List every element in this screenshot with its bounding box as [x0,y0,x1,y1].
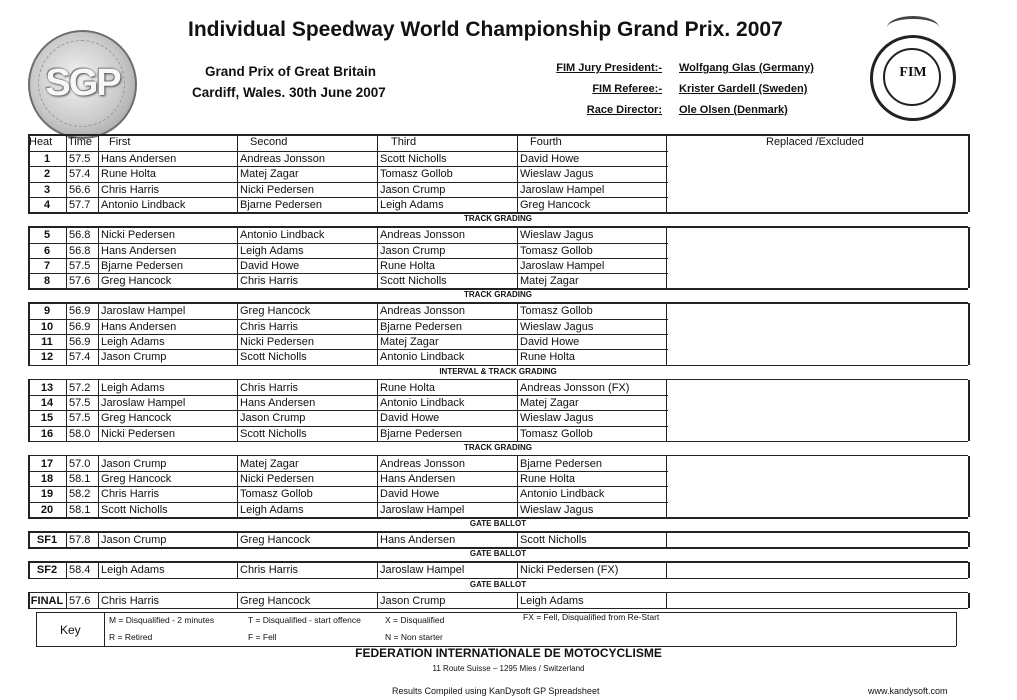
section-separator: GATE BALLOT [469,519,527,528]
heat-third: Jason Crump [380,594,446,607]
column-line [666,456,667,517]
heat-time: 57.5 [69,412,91,425]
heat-fourth: Tomasz Gollob [520,305,593,318]
column-line [517,593,518,608]
heat-third: Antonio Lindback [380,396,465,409]
column-line [666,532,667,547]
column-line [66,303,67,364]
heat-third: Matej Zagar [380,336,439,348]
heat-time: 58.2 [69,488,91,501]
column-header-5: Fourth [530,136,562,148]
heat-time: 57.5 [69,153,91,165]
group-top-border [28,561,968,563]
heat-number: 19 [40,488,54,501]
heat-fourth: Antonio Lindback [520,488,605,501]
section-separator: TRACK GRADING [464,214,532,224]
heat-third: Jason Crump [380,183,446,196]
heat-time: 57.5 [69,396,91,409]
sgp-logo [28,30,137,139]
event-location-date: Cardiff, Wales. 30th June 2007 [192,85,386,100]
heat-fourth: Wieslaw Jagus [520,229,594,242]
section-separator: GATE BALLOT [469,549,527,559]
column-line [237,456,238,517]
heat-first: Hans Andersen [101,153,177,165]
heat-fourth: Matej Zagar [520,396,579,409]
fim-logo-text: FIM [899,65,927,80]
row-line [28,502,668,503]
column-line [666,134,667,212]
column-line [377,532,378,547]
row-line [28,395,668,396]
federation-address: 11 Route Suisse – 1295 Mies / Switzerland [432,664,585,673]
heat-number: 2 [43,168,51,181]
key-border-left [36,612,37,646]
heat-third: Jaroslaw Hampel [380,564,465,577]
heat-number: 9 [43,305,51,318]
column-line [968,134,970,212]
heat-fourth: Wieslaw Jagus [520,412,594,425]
heat-second: Nicki Pedersen [240,473,314,486]
heat-fourth: Wieslaw Jagus [520,320,594,333]
heat-first: Greg Hancock [101,412,172,425]
column-line [28,456,30,517]
column-line [98,380,99,441]
heat-time: 57.0 [69,457,91,470]
heat-fourth: Leigh Adams [520,594,584,607]
heat-time: 58.4 [69,564,91,577]
column-line [666,227,667,288]
column-header-0: Heat [29,136,53,148]
column-line [98,134,99,212]
heat-time: 58.1 [69,503,91,516]
heat-third: Hans Andersen [380,534,456,546]
column-line [237,227,238,288]
heat-first: Rune Holta [101,168,157,181]
heat-first: Jason Crump [101,457,167,470]
heat-first: Hans Andersen [101,244,177,257]
heat-first: Hans Andersen [101,320,177,333]
heat-first: Jason Crump [101,351,167,364]
heat-number: 12 [40,351,54,364]
fim-logo [870,35,956,121]
column-line [968,380,970,441]
heat-number: SF1 [36,534,58,546]
column-line [98,562,99,577]
column-line [377,593,378,608]
group-bottom-border [28,608,968,610]
heat-first: Greg Hancock [101,473,172,486]
column-line [66,593,67,608]
heat-number: 5 [43,229,51,242]
heat-number: 10 [40,320,54,333]
heat-time: 56.9 [69,305,91,318]
key-divider [104,612,105,646]
column-line [28,593,30,608]
official-value-referee: Krister Gardell (Sweden) [679,83,808,95]
heat-fourth: Rune Holta [520,473,576,486]
column-line [28,134,30,212]
column-line [66,456,67,517]
column-line [666,303,667,364]
heat-fourth: Rune Holta [520,351,576,364]
column-header-1: Time [68,136,93,148]
column-line [98,532,99,547]
heat-time: 57.8 [69,534,91,546]
heat-first: Nicki Pedersen [101,427,175,440]
section-separator: TRACK GRADING [464,290,532,300]
column-line [237,303,238,364]
column-line [66,562,67,577]
column-line [666,562,667,577]
group-top-border [28,455,968,457]
heat-second: Greg Hancock [240,594,311,607]
heat-first: Bjarne Pedersen [101,259,183,272]
heat-second: Nicki Pedersen [240,336,314,348]
heat-fourth: Matej Zagar [520,275,579,288]
column-line [237,593,238,608]
column-line [237,562,238,577]
row-line [28,410,668,411]
heat-third: Rune Holta [380,259,436,272]
heat-second: Scott Nicholls [240,351,307,364]
column-line [377,380,378,441]
heat-first: Greg Hancock [101,275,172,288]
heat-second: Chris Harris [240,275,299,288]
heat-third: Andreas Jonsson [380,229,465,242]
column-line [66,532,67,547]
heat-fourth: Jaroslaw Hampel [520,259,605,272]
section-separator: TRACK GRADING [464,442,532,452]
heat-fourth: Wieslaw Jagus [520,503,594,516]
heat-number: 18 [40,473,54,486]
heat-number: SF2 [36,564,58,577]
key-item: X = Disqualified [385,614,445,625]
heat-fourth: Greg Hancock [520,198,591,211]
heat-time: 56.8 [69,244,91,257]
column-line [517,134,518,212]
row-line [28,334,668,335]
heat-second: Leigh Adams [240,244,304,257]
official-label-referee: FIM Referee:- [592,83,662,95]
event-name: Grand Prix of Great Britain [205,64,377,79]
heat-number: 3 [43,183,51,196]
column-line [666,380,667,441]
row-line [28,319,668,320]
column-line [377,134,378,212]
column-line [66,380,67,441]
key-item: R = Retired [109,631,153,642]
heat-second: Nicki Pedersen [240,183,314,196]
heat-time: 57.5 [69,259,91,272]
heat-first: Antonio Lindback [101,198,186,211]
heat-second: Greg Hancock [240,305,311,318]
heat-third: Tomasz Gollob [380,168,453,181]
compiled-note: Results Compiled using KanDysoft GP Spreadsheet [392,686,600,696]
row-line [28,166,668,167]
column-line [666,593,667,608]
heat-third: David Howe [380,412,440,425]
column-line [968,562,970,577]
key-item: M = Disqualified - 2 minutes [109,614,215,625]
heat-third: David Howe [380,488,440,501]
column-line [517,303,518,364]
heat-time: 57.7 [69,198,91,211]
heat-number: 7 [43,259,51,272]
website: www.kandysoft.com [868,686,948,696]
column-line [98,227,99,288]
column-line [28,380,30,441]
heat-fourth: David Howe [520,336,580,348]
row-line [28,258,668,259]
column-line [28,303,30,364]
heat-first: Leigh Adams [101,564,165,577]
heat-third: Hans Andersen [380,473,456,486]
heat-third: Bjarne Pedersen [380,427,462,440]
column-line [237,532,238,547]
column-line [517,562,518,577]
heat-third: Rune Holta [380,381,436,394]
heat-third: Leigh Adams [380,198,444,211]
heat-third: Scott Nicholls [380,275,447,288]
column-line [237,134,238,212]
key-item: FX = Fell, Disqualified from Re-Start [523,611,660,622]
heat-number: 13 [40,381,54,394]
heat-third: Jaroslaw Hampel [380,503,465,516]
heat-third: Jason Crump [380,244,446,257]
column-line [968,303,970,364]
heat-time: 57.2 [69,381,91,394]
group-top-border [28,379,968,381]
heat-time: 56.8 [69,229,91,242]
heat-first: Nicki Pedersen [101,229,175,242]
heat-second: Matej Zagar [240,168,299,181]
heat-first: Chris Harris [101,183,160,196]
group-top-border [28,531,968,533]
heat-fourth: Tomasz Gollob [520,427,593,440]
heat-third: Scott Nicholls [380,153,447,165]
column-line [968,593,970,608]
federation-name: FEDERATION INTERNATIONALE DE MOTOCYCLISME [355,646,662,660]
heat-fourth: Nicki Pedersen (FX) [520,564,619,577]
column-line [28,532,30,547]
key-item: N = Non starter [385,631,443,642]
heat-number: 4 [43,198,51,211]
heat-third: Bjarne Pedersen [380,320,462,333]
column-line [377,562,378,577]
heat-number: FINAL [30,594,64,607]
section-separator: GATE BALLOT [469,579,527,589]
heat-fourth: Jaroslaw Hampel [520,183,605,196]
heat-first: Leigh Adams [101,381,165,394]
heat-first: Jason Crump [101,534,167,546]
column-line [237,380,238,441]
column-line [517,456,518,517]
heat-first: Chris Harris [101,488,160,501]
fim-logo-wing [887,16,939,39]
official-value-director: Ole Olsen (Denmark) [679,104,788,116]
heat-number: 16 [40,427,54,440]
heat-fourth: Tomasz Gollob [520,244,593,257]
column-line [517,227,518,288]
row-line [28,471,668,472]
heat-time: 56.9 [69,320,91,333]
heat-second: Chris Harris [240,381,299,394]
heat-fourth: David Howe [520,153,580,165]
heat-second: Hans Andersen [240,396,316,409]
heat-time: 57.6 [69,594,91,607]
column-line [968,227,970,288]
row-line [28,243,668,244]
heat-second: David Howe [240,259,300,272]
heat-fourth: Bjarne Pedersen [520,457,602,470]
column-line [28,227,30,288]
heat-first: Chris Harris [101,594,160,607]
row-line [28,197,668,198]
heat-second: Matej Zagar [240,457,299,470]
key-item: F = Fell [248,631,277,642]
heat-number: 15 [40,412,54,425]
key-border-top [36,612,956,613]
heat-time: 57.6 [69,275,91,288]
heat-fourth: Scott Nicholls [520,534,587,546]
heat-second: Antonio Lindback [240,229,325,242]
heat-second: Tomasz Gollob [240,488,313,501]
column-line [98,593,99,608]
heat-second: Andreas Jonsson [240,153,325,165]
row-line [28,273,668,274]
column-line [377,456,378,517]
row-line [28,182,668,183]
heat-number: 8 [43,275,51,288]
key-item: T = Disqualified - start offence [248,614,361,625]
column-line [968,456,970,517]
row-line [28,349,668,350]
heat-first: Leigh Adams [101,336,165,348]
heat-number: 6 [43,244,51,257]
official-value-jury: Wolfgang Glas (Germany) [679,62,814,74]
heat-third: Antonio Lindback [380,351,465,364]
row-line [28,486,668,487]
column-line [377,227,378,288]
column-line [98,456,99,517]
column-header-2: First [109,136,131,148]
heat-second: Leigh Adams [240,503,304,516]
heat-number: 20 [40,503,54,516]
heat-first: Jaroslaw Hampel [101,305,186,318]
column-header-3: Second [250,136,288,148]
heat-third: Andreas Jonsson [380,457,465,470]
column-header-6: Replaced /Excluded [766,136,864,148]
heat-fourth: Andreas Jonsson (FX) [520,381,630,394]
official-label-director: Race Director: [586,104,662,116]
section-separator: INTERVAL & TRACK GRADING [439,366,557,376]
heat-second: Greg Hancock [240,534,311,546]
heat-number: 1 [43,153,51,165]
heat-second: Bjarne Pedersen [240,198,322,211]
heat-time: 58.1 [69,473,91,486]
heat-number: 11 [41,336,53,348]
heat-time: 57.4 [69,351,91,364]
page-title: Individual Speedway World Championship Grand Prix. 2007 [188,18,783,41]
heat-number: 14 [40,396,54,409]
row-line [28,426,668,427]
heat-second: Chris Harris [240,564,299,577]
heat-time: 56.6 [69,183,91,196]
group-top-border [28,592,968,594]
column-header-4: Third [391,136,417,148]
official-label-jury: FIM Jury President:- [556,62,662,74]
heat-first: Jaroslaw Hampel [101,396,186,409]
column-line [968,532,970,547]
key-label: Key [60,622,81,637]
column-line [28,562,30,577]
heat-fourth: Wieslaw Jagus [520,168,594,181]
column-line [517,532,518,547]
column-line [98,303,99,364]
column-line [517,380,518,441]
heat-first: Scott Nicholls [101,503,168,516]
heat-second: Chris Harris [240,320,299,333]
column-line [66,134,67,212]
heat-time: 58.0 [69,427,91,440]
key-border-right [956,612,957,646]
heat-second: Scott Nicholls [240,427,307,440]
column-line [66,227,67,288]
heat-time: 57.4 [69,168,91,181]
column-line [377,303,378,364]
heat-time: 56.9 [69,336,91,348]
heat-third: Andreas Jonsson [380,305,465,318]
heat-number: 17 [40,457,54,470]
sgp-logo-text: SGP [45,62,120,104]
heat-second: Jason Crump [240,412,306,425]
